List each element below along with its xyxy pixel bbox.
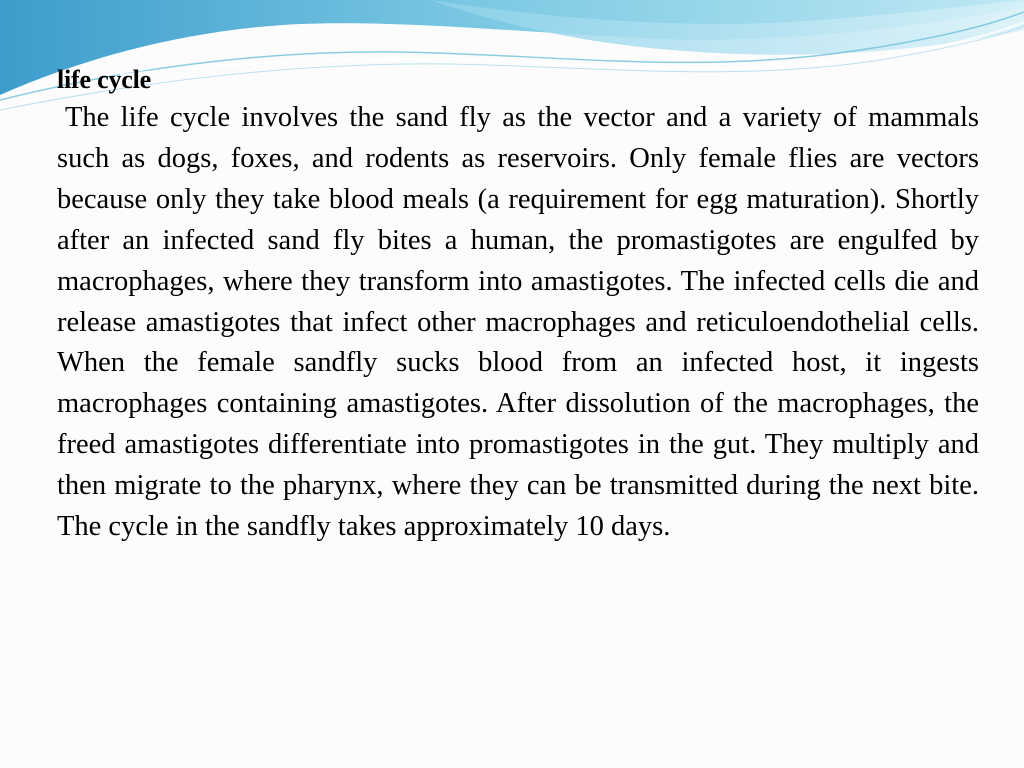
slide-heading: life cycle (57, 65, 151, 94)
slide-content (57, 62, 979, 548)
slide-body-paragraph: The life cycle involves the sand fly as the vector and a variety of mammals such as dogs, foxes, and rodents as reservoirs. Only female flies are vectors because only they take blood meals (a requirement for egg maturation). Shortly after an infected sand fly bites a human, the promastigotes are engulfed by macrophages, where they transform into amastigotes. The infected cells die and release amastigotes that infect other macrophages and reticuloendothelial cells. When the female sandfly sucks blood from an infected host, it ingests macrophages containing amastigotes. After dissolution of the macrophages, the freed amastigotes differentiate into promastigotes in the gut. They multiply and then migrate to the pharynx, where they can be transmitted during the next bite. The cycle in the sandfly takes approximately 10 days. (57, 102, 979, 543)
